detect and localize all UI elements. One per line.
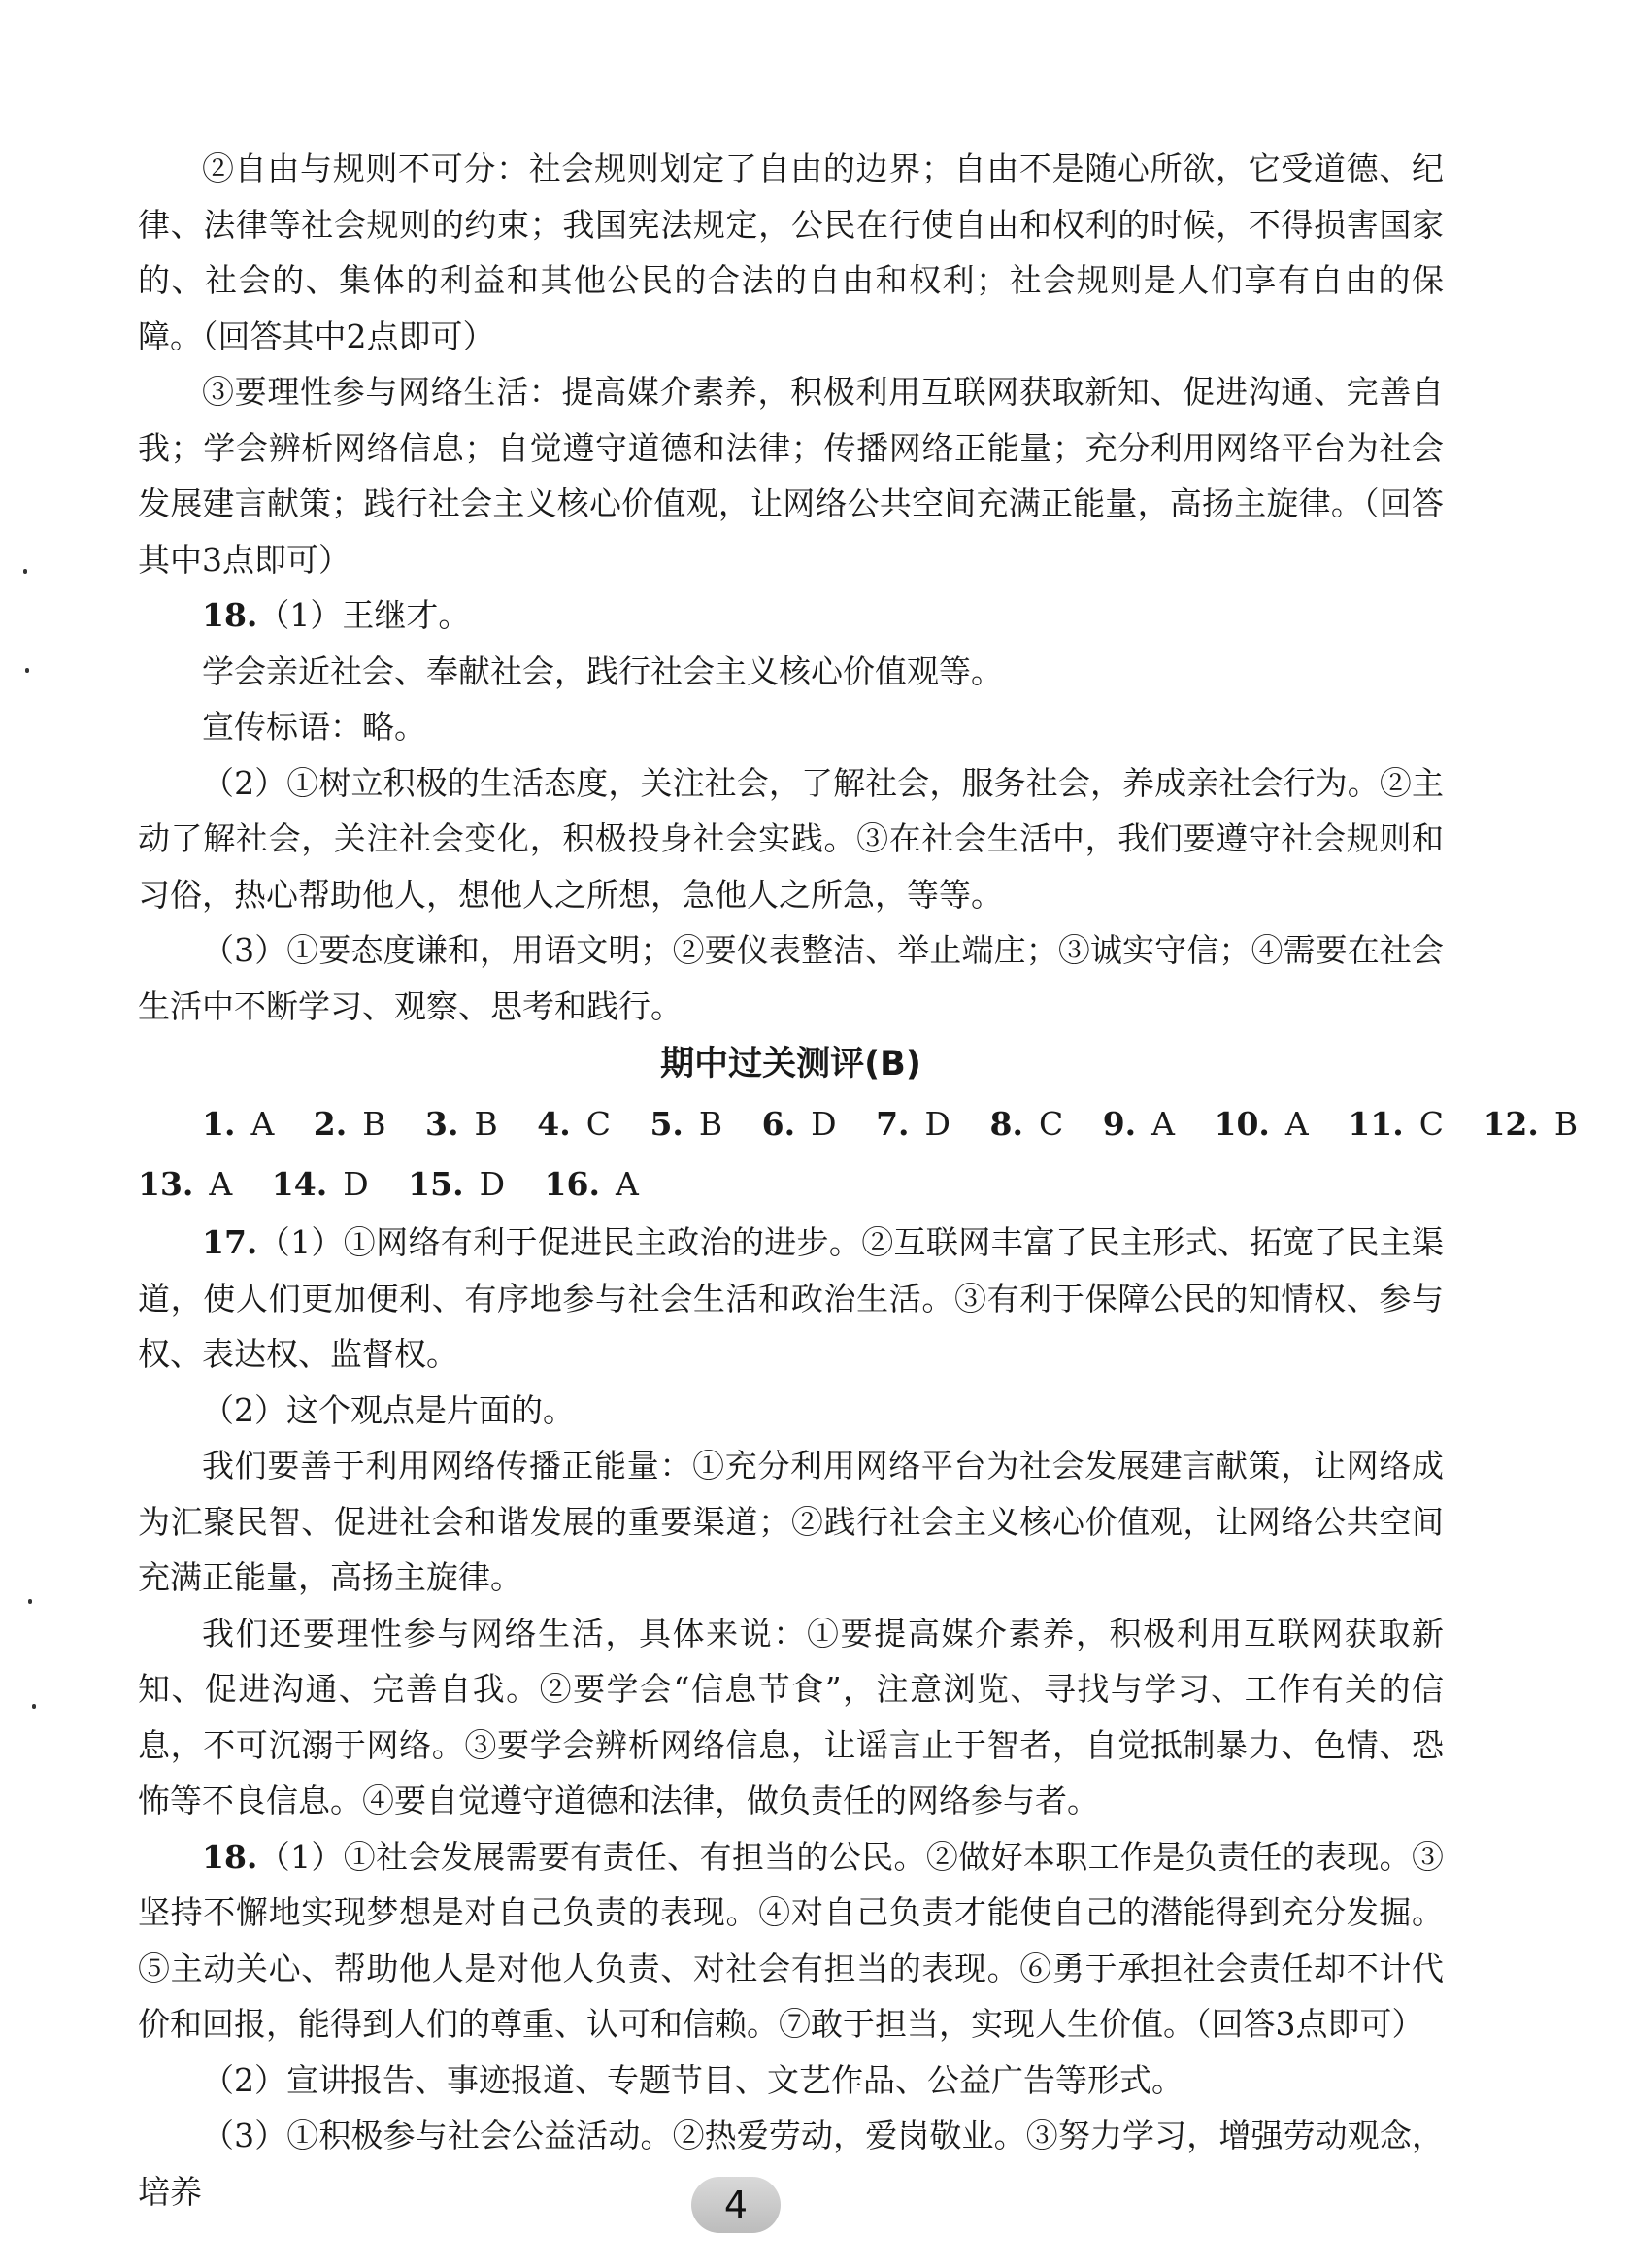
answer-number: 11. xyxy=(1348,1105,1404,1143)
paragraph: ②自由与规则不可分：社会规则划定了自由的边界；自由不是随心所欲，它受道德、纪律、法律等社会规则的约束；我国宪法规定，公民在行使自由和权利的时候，不得损害国家的、社会的、集体的利益和其他公民的合法的自由和权利；社会规则是人们享有自由的保障。（回答其中2点即可） xyxy=(138,150,1444,355)
scan-speck xyxy=(23,569,27,574)
paragraph: ③要理性参与网络生活：提高媒介素养，积极利用互联网获取新知、促进沟通、完善自我；学会辨析网络信息；自觉遵守道德和法律；传播网络正能量；充分利用网络平台为社会发展建言献策；践行社会主义核心价值观，让网络公共空间充满正能量，高扬主旋律。（回答其中3点即可） xyxy=(138,373,1444,579)
answer-letter: C xyxy=(585,1105,611,1143)
answer-number: 12. xyxy=(1483,1105,1539,1143)
question-number: 18. xyxy=(202,1837,258,1876)
page-number: 4 xyxy=(691,2177,781,2233)
answer-text: （1）①社会发展需要有责任、有担当的公民。②做好本职工作是负责任的表现。③坚持不懈地实现梦想是对自己负责的表现。④对自己负责才能使自己的潜能得到充分发掘。⑤主动关心、帮助他人是对他人负责、对社会有担当的表现。⑥勇于承担社会责任却不计代价和回报，能得到人们的尊重、认可和信赖。⑦敢于担当，实现人生价值。（回答3点即可） xyxy=(138,1837,1444,2043)
answer-letter: B xyxy=(362,1105,386,1143)
answer-item xyxy=(425,1094,498,1154)
answer-item xyxy=(537,1094,611,1154)
answer-letter: D xyxy=(811,1105,837,1143)
answer-number: 3. xyxy=(425,1105,459,1143)
answer-number: 5. xyxy=(650,1105,684,1143)
answer-number: 7. xyxy=(876,1105,910,1143)
answer-item xyxy=(314,1094,386,1154)
answer-item xyxy=(1103,1094,1175,1154)
answer-letter: C xyxy=(1418,1105,1444,1143)
answer-item xyxy=(990,1094,1064,1154)
answer-text: （1）王继才。 xyxy=(257,596,471,634)
question-18b-part-2: （2）宣讲报告、事迹报道、专题节目、文艺作品、公益广告等形式。 xyxy=(202,2060,1184,2099)
answer-letter: B xyxy=(474,1105,498,1143)
answer-letter: B xyxy=(1553,1105,1579,1143)
answer-letter: D xyxy=(343,1165,369,1203)
answer-item xyxy=(408,1154,505,1215)
answer-letter: D xyxy=(924,1105,950,1143)
scan-speck xyxy=(25,668,29,673)
answer-number: 16. xyxy=(544,1165,600,1203)
section-title: 期中过关测评(B) xyxy=(660,1045,921,1084)
answer-key-row xyxy=(138,1154,1444,1215)
answer-key-row xyxy=(138,1094,1579,1154)
answer-number: 14. xyxy=(271,1165,328,1203)
answer-number: 1. xyxy=(202,1105,236,1143)
answer-item xyxy=(762,1094,837,1154)
answer-number: 4. xyxy=(537,1105,571,1143)
paragraph: 学会亲近社会、奉献社会，践行社会主义核心价值观等。 xyxy=(202,651,1003,690)
answer-letter: A xyxy=(250,1105,275,1143)
answer-item xyxy=(1483,1094,1578,1154)
answer-item xyxy=(138,1154,232,1215)
question-18-part-3: （3）①要态度谦和，用语文明；②要仪表整洁、举止端庄；③诚实守信；④需要在社会生活中不断学习、观察、思考和践行。 xyxy=(138,931,1444,1025)
question-17-part-2: （2）这个观点是片面的。 xyxy=(202,1390,575,1429)
answer-text: （1）①网络有利于促进民主政治的进步。②互联网丰富了民主形式、拓宽了民主渠道，使人们更加便利、有序地参与社会生活和政治生活。③有利于保障公民的知情权、参与权、表达权、监督权。 xyxy=(138,1223,1444,1373)
question-18-part-1 xyxy=(138,587,1444,644)
scan-speck xyxy=(32,1704,36,1709)
question-18-part-2: （2）①树立积极的生活态度，关注社会，了解社会，服务社会，养成亲社会行为。②主动了解社会，关注社会变化，积极投身社会实践。③在社会生活中，我们要遵守社会规则和习俗，热心帮助他人，想他人之所想，急他人之所急，等等。 xyxy=(138,763,1444,914)
answer-item xyxy=(545,1154,639,1215)
answer-number: 15. xyxy=(408,1165,464,1203)
answer-number: 2. xyxy=(313,1105,348,1143)
question-18b-part-1 xyxy=(138,1829,1444,2052)
answer-item xyxy=(1215,1094,1309,1154)
answer-letter: A xyxy=(1151,1105,1175,1143)
answer-letter: C xyxy=(1038,1105,1064,1143)
answer-item xyxy=(272,1154,369,1215)
answer-letter: A xyxy=(1284,1105,1309,1143)
answer-item xyxy=(876,1094,950,1154)
scan-speck xyxy=(28,1599,32,1604)
paragraph: 宣传标语：略。 xyxy=(202,708,426,746)
paragraph: 我们还要理性参与网络生活，具体来说：①要提高媒介素养，积极利用互联网获取新知、促进沟通、完善自我。②要学会“信息节食”，注意浏览、寻找与学习、工作有关的信息，不可沉溺于网络。③要学会辨析网络信息，让谣言止于智者，自觉抵制暴力、色情、恐怖等不良信息。④要自觉遵守道德和法律，做负责任的网络参与者。 xyxy=(138,1614,1444,1819)
question-number: 17. xyxy=(202,1223,258,1261)
answer-letter: B xyxy=(698,1105,723,1143)
answer-item xyxy=(1348,1094,1444,1154)
answer-page xyxy=(138,141,1579,2219)
answer-number: 9. xyxy=(1102,1105,1137,1143)
answer-letter: A xyxy=(615,1165,639,1203)
answer-number: 8. xyxy=(989,1105,1023,1143)
question-number: 18. xyxy=(202,596,258,634)
answer-number: 6. xyxy=(761,1105,796,1143)
question-17-part-1 xyxy=(138,1215,1444,1383)
paragraph: 我们要善于利用网络传播正能量：①充分利用网络平台为社会发展建言献策，让网络成为汇聚民智、促进社会和谐发展的重要渠道；②践行社会主义核心价值观，让网络公共空间充满正能量，高扬主旋律。 xyxy=(138,1447,1444,1596)
answer-letter: D xyxy=(479,1165,506,1203)
answer-item xyxy=(650,1094,722,1154)
answer-letter: A xyxy=(209,1165,233,1203)
answer-item xyxy=(202,1094,274,1154)
question-18b-part-3: （3）①积极参与社会公益活动。②热爱劳动，爱岗敬业。③努力学习，增强劳动观念，培养 xyxy=(138,2117,1444,2211)
answer-number: 10. xyxy=(1214,1105,1270,1143)
answer-number: 13. xyxy=(138,1165,194,1203)
